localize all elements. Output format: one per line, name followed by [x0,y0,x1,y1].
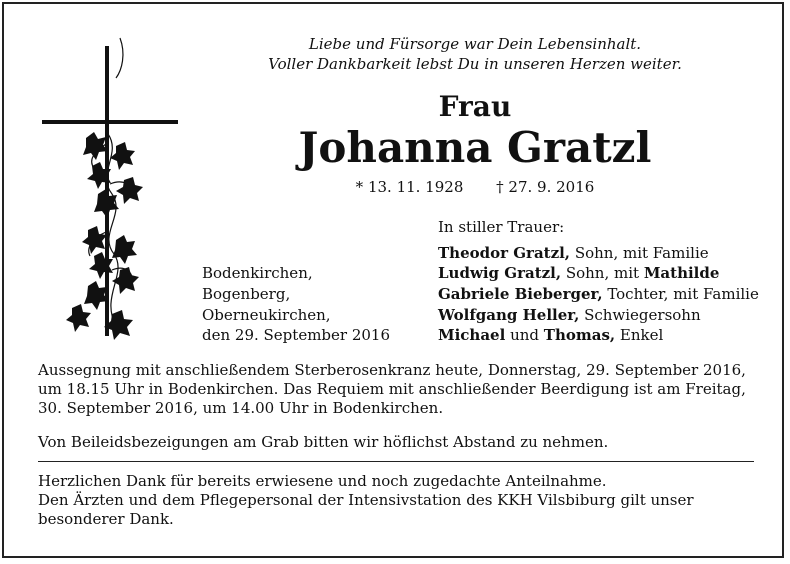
verse-line-2: Voller Dankbarkeit lebst Du in unseren Herzen weiter. [268,55,682,73]
life-dates [210,178,740,196]
mourner-5: Michael und Thomas, Enkel [438,326,664,344]
salutation: Frau [438,90,512,123]
place-3: Oberneukirchen, [202,306,331,324]
death-date: † 27. 9. 2016 [496,178,595,196]
verse-line-1: Liebe und Fürsorge war Dein Lebensinhalt. [308,35,642,53]
deceased-name: Johanna Gratzl [298,123,652,172]
condolence-note: Von Beileidsbezeigungen am Grab bitten wir höflichst Abstand zu nehmen. [38,433,609,451]
birth-date: * 13. 11. 1928 [355,178,464,196]
place-1: Bodenkirchen, [202,264,313,282]
divider-line [38,461,754,462]
mourner-4: Wolfgang Heller, Schwiegersohn [438,306,701,324]
mourning-heading: In stiller Trauer: [438,218,565,236]
cross-with-ivy-icon [36,34,186,344]
mourner-2: Ludwig Gratzl, Sohn, mit Mathilde [438,264,720,282]
funeral-info: Aussegnung mit anschließendem Sterberosenkranz heute, Donnerstag, 29. September 2016, um 18.15 Uhr in Bodenkirchen. Das Requiem mit anschließender Beerdigung ist am Freitag, 30. September 2016, um 14.00 Uhr in Bodenkirchen. [38,361,746,417]
place-date: den 29. September 2016 [202,326,391,344]
mourner-3: Gabriele Bieberger, Tochter, mit Familie [438,285,759,303]
thanks-text: Herzlichen Dank für bereits erwiesene und noch zugedachte Anteilnahme. Den Ärzten und dem Pflegepersonal der Intensivstation des KKH Vilsbiburg gilt unser besonderer Dank. [38,472,694,528]
mourner-1: Theodor Gratzl, Sohn, mit Familie [438,244,709,262]
place-2: Bogenberg, [202,285,291,303]
